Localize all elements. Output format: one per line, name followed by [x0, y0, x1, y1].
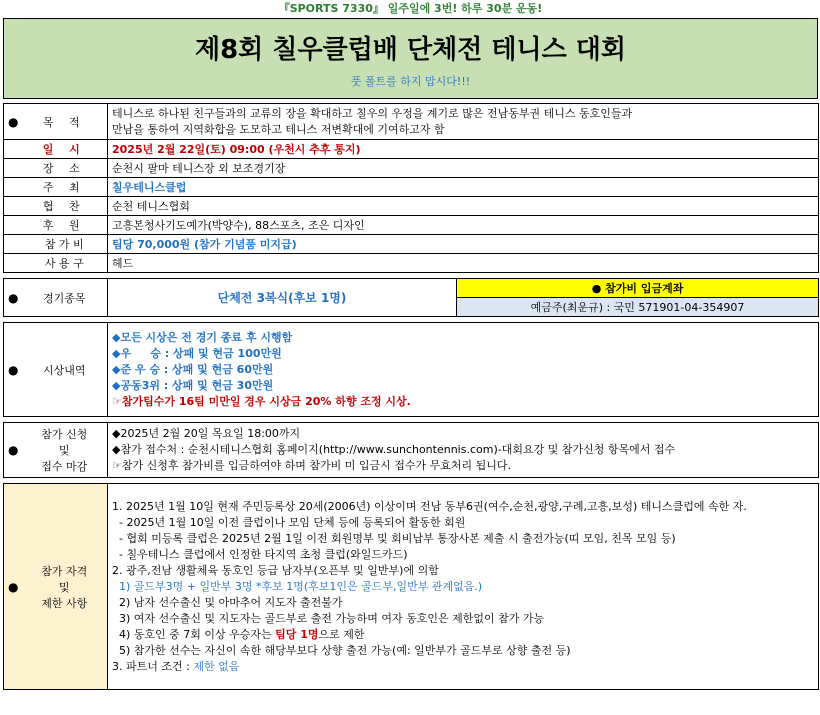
- qual-line7: 2) 남자 선수출신 및 아마추어 지도자 출전불가: [112, 595, 343, 609]
- row-host: [4, 178, 819, 197]
- qual-line1: 1. 2025년 1월 10일 현재 주민등록상 20세(2006년) 이상이며 전남 동부6권(여수,순천,광양,구례,고흥,보성) 테니스클럽에 속한 자.: [112, 499, 747, 513]
- purpose-label: 목 적: [22, 104, 108, 140]
- row-support: [4, 197, 819, 216]
- purpose-value: [108, 104, 819, 140]
- bullet-icon: ●: [4, 279, 22, 317]
- sponsor-value: 고흥본청사기도예가(박양수), 88스포츠, 조은 디자인: [108, 216, 819, 235]
- bullet-icon: ●: [4, 423, 22, 478]
- event-label: 경기종목: [22, 279, 108, 317]
- prize-line3: ◆준 우 승 : 상패 및 현금 60만원: [112, 362, 274, 376]
- host-label: 주 최: [22, 178, 108, 197]
- apply-line1: ◆2025년 2월 20일 목요일 18:00까지: [112, 427, 301, 440]
- apply-label: 참가 신청 및 접수 마감: [22, 423, 108, 478]
- slogan: 『SPORTS 7330』 일주일에 3번! 하루 30분 운동!: [278, 2, 543, 15]
- fee-value: 팀당 70,000원 (참가 기념품 미지급): [108, 235, 819, 254]
- qual-line4: - 칠우테니스 클럽에서 인정한 타지역 초청 클럽(와일드카드): [112, 547, 408, 561]
- row-date: [4, 140, 819, 159]
- purpose-line2: 만남을 통하여 지역화합을 도모하고 테니스 저변확대에 기여하고자 함: [112, 122, 445, 136]
- event-value: 단체전 3복식(후보 1명): [108, 279, 457, 317]
- bullet-icon: ●: [4, 323, 22, 417]
- prize-line1: ◆모든 시상은 전 경기 종료 후 시행함: [112, 330, 293, 344]
- poster-sheet: [3, 0, 818, 690]
- purpose-line1: 테니스로 하나된 친구들과의 교류의 장을 확대하고 칠우의 우정을 계기로 많은 전남동부권 테니스 동호인들과: [112, 106, 633, 120]
- qual-line6: 1) 골드부3명 + 일반부 3명 *후보 1명(후보1인은 골드부,일반부 관계없음.): [112, 579, 483, 593]
- title-banner: [3, 18, 818, 99]
- qual-line11: 3. 파트너 조건 : 제한 없음: [112, 659, 240, 673]
- fee-label: 참 가 비: [22, 235, 108, 254]
- date-value: 2025년 2월 22일(토) 09:00 (우천시 추후 통지): [108, 140, 819, 159]
- row-place: [4, 159, 819, 178]
- row-apply: [4, 423, 819, 478]
- place-label: 장 소: [22, 159, 108, 178]
- row-prize: [4, 323, 819, 417]
- qual-line9: 4) 동호인 중 7회 이상 우승자는 팀당 1명으로 제한: [112, 627, 365, 641]
- bullet-icon: ●: [4, 104, 22, 140]
- qual-line5: 2. 광주,전남 생활체육 동호인 등급 남자부(오픈부 및 일반부)에 의함: [112, 563, 439, 577]
- apply-line2: ◆참가 접수처 : 순천시테니스협회 홈페이지(http://www.sunchontennis.com)-대회요강 및 참가신청 항목에서 접수: [112, 443, 676, 456]
- prize-label: 시상내역: [22, 323, 108, 417]
- host-value: 칠우테니스클럽: [108, 178, 819, 197]
- row-ball: [4, 254, 819, 273]
- page-title: 제8회 칠우클럽배 단체전 테니스 대회: [194, 35, 627, 65]
- prize-value: [108, 323, 819, 417]
- row-qualification: [4, 484, 819, 690]
- row-purpose: [4, 104, 819, 140]
- date-label: 일 시: [22, 140, 108, 159]
- bullet-icon: ●: [4, 484, 22, 690]
- qual-label: 참가 자격 및 제한 사항: [22, 484, 108, 690]
- qual-value: [108, 484, 819, 690]
- prize-line5: ☞참가팀수가 16팀 미만일 경우 시상금 20% 하향 조정 시상.: [112, 394, 411, 408]
- qual-line10: 5) 참가한 선수는 자신이 속한 해당부보다 상향 출전 가능(예: 일반부가 골드부로 상향 출전 등): [112, 643, 571, 657]
- qual-line3: - 협회 미등록 클럽은 2025년 2월 1일 이전 회원명부 및 회비납부 통장사본 제출 시 출전가능(띠 모임, 친목 모임 등): [112, 531, 676, 545]
- row-fee: [4, 235, 819, 254]
- sponsor-label: 후 원: [22, 216, 108, 235]
- row-event: [4, 279, 819, 298]
- ball-value: 헤드: [108, 254, 819, 273]
- qual-line8: 3) 여자 선수출신 및 지도자는 골드부로 출전 가능하며 여자 동호인은 제한없이 참가 가능: [112, 611, 545, 625]
- apply-line3: ☞참가 신청후 참가비를 입금하여야 하며 참가비 미 입금시 접수가 무효처리 됩니다.: [112, 459, 511, 472]
- support-label: 협 찬: [22, 197, 108, 216]
- row-sponsor: [4, 216, 819, 235]
- prize-line4: ◆공동3위 : 상패 및 현금 30만원: [112, 378, 274, 392]
- account-title: ● 참가비 입금계좌: [457, 279, 819, 298]
- subtitle: 풋 폴트를 하지 맙시다!!!: [350, 75, 471, 88]
- ball-label: 사 용 구: [22, 254, 108, 273]
- account-value: 예금주(최운규) : 국민 571901-04-354907: [457, 298, 819, 317]
- qual-line2: - 2025년 1월 10일 이전 클럽이나 모임 단체 등에 등록되어 활동한 회원: [112, 515, 466, 529]
- prize-line2: ◆우 승 : 상패 및 현금 100만원: [112, 346, 282, 360]
- info-table: [3, 103, 819, 690]
- support-value: 순천 테니스협회: [108, 197, 819, 216]
- apply-value: [108, 423, 819, 478]
- place-value: 순천시 팔마 테니스장 외 보조경기장: [108, 159, 819, 178]
